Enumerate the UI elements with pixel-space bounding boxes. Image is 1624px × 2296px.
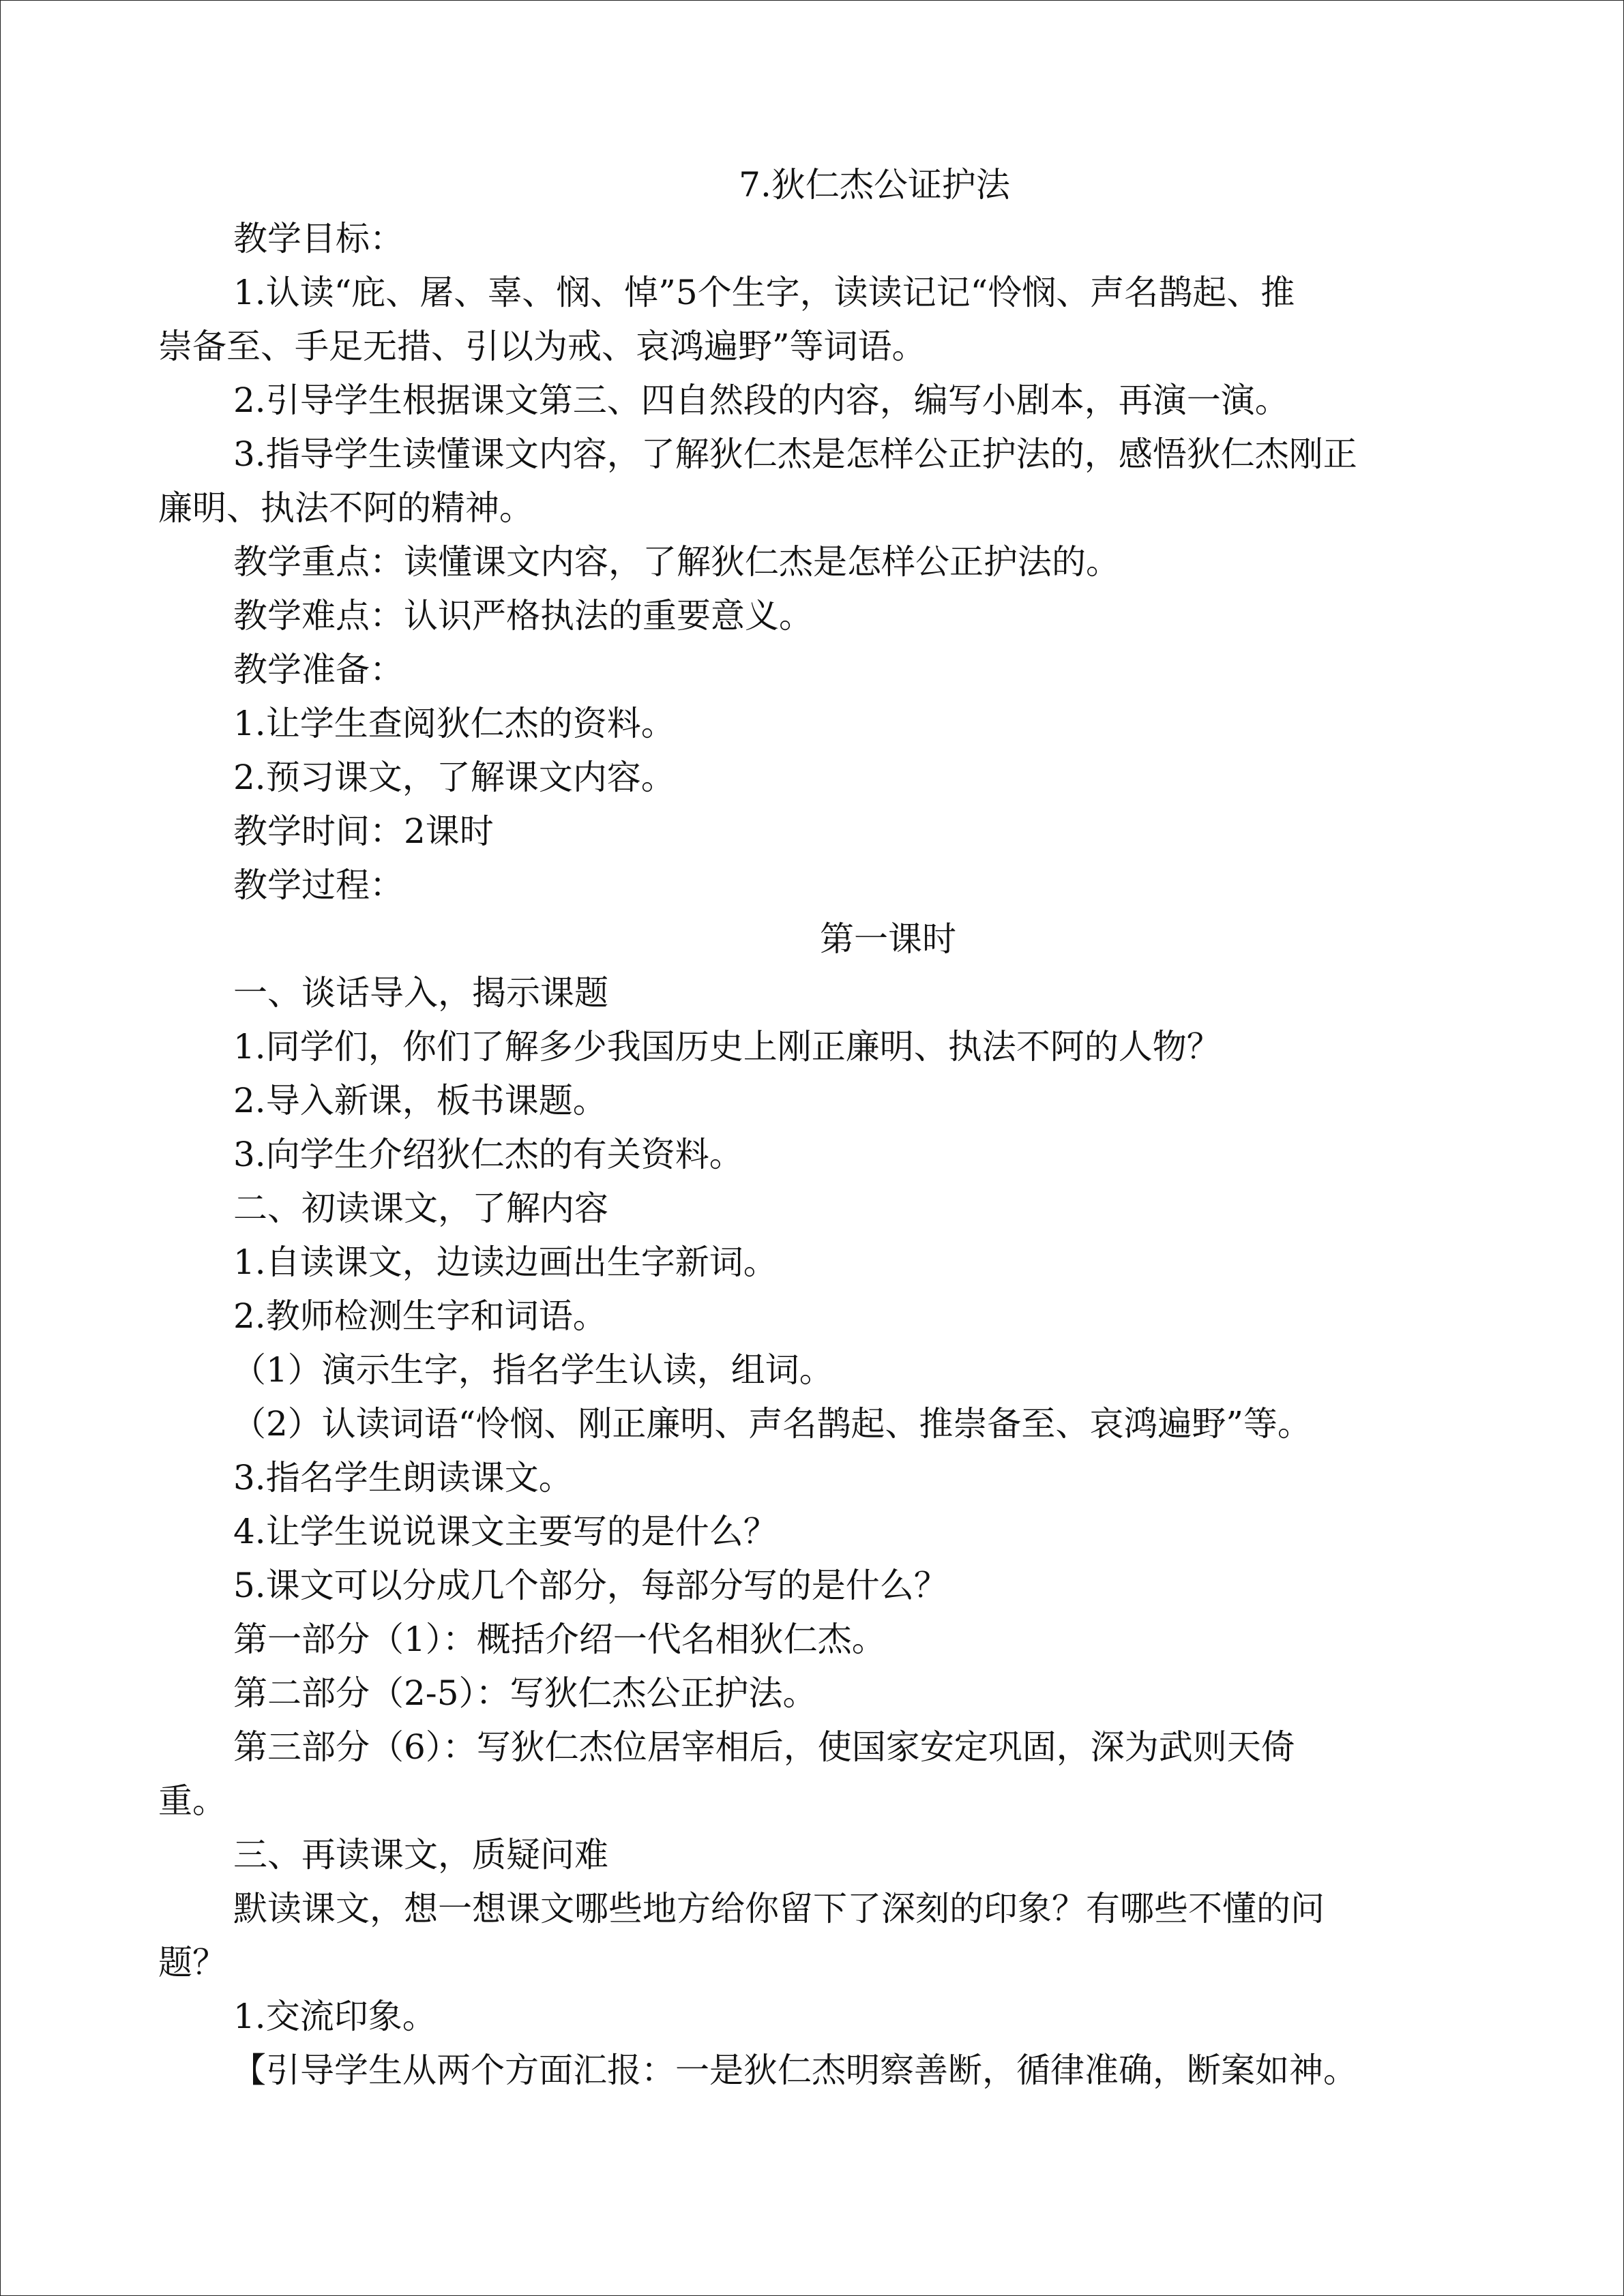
goal-1-line-2: 崇备至、手足无措、引以为戒、哀鸿遍野”等词语。 <box>158 327 926 366</box>
prep-item-1: 1.让学生查阅狄仁杰的资料。 <box>233 704 675 743</box>
document-title: 7.狄仁杰公证护法 <box>739 165 1010 205</box>
section-3-heading: 三、再读课文，质疑问难 <box>233 1835 608 1875</box>
section-1-item-3: 3.向学生介绍狄仁杰的有关资料。 <box>233 1135 743 1174</box>
section-2-item-4: 4.让学生说说课文主要写的是什么？ <box>233 1512 778 1551</box>
section-2-item-5: 5.课文可以分成几个部分，每部分写的是什么？ <box>233 1566 948 1605</box>
section-3-item-1: 1.交流印象。 <box>233 1997 437 2036</box>
part-3-line-2: 重。 <box>158 1781 226 1821</box>
document-body <box>158 158 1495 2098</box>
teaching-time: 教学时间：2课时 <box>233 811 494 851</box>
section-2-item-1: 1.自读课文，边读边画出生字新词。 <box>233 1242 778 1282</box>
prep-item-2: 2.预习课文，了解课文内容。 <box>233 758 675 797</box>
goal-3-line-2: 廉明、执法不阿的精神。 <box>158 488 533 528</box>
section-1-item-2: 2.导入新课，板书课题。 <box>233 1081 607 1120</box>
section-2-heading: 二、初读课文，了解内容 <box>233 1189 608 1228</box>
goal-3-line-1: 3.指导学生读懂课文内容，了解狄仁杰是怎样公正护法的，感悟狄仁杰刚正 <box>233 434 1357 474</box>
section-2-sub-2: （2）认读词语“怜悯、刚正廉明、声名鹊起、推崇备至、哀鸿遍野”等。 <box>232 1404 1312 1444</box>
process-heading: 教学过程： <box>233 865 404 905</box>
part-2: 第二部分（2-5）：写狄仁杰公正护法。 <box>233 1673 817 1713</box>
part-1: 第一部分（1）：概括介绍一代名相狄仁杰。 <box>233 1620 886 1659</box>
section-3-para-line-1: 默读课文，想一想课文哪些地方给你留下了深刻的印象？有哪些不懂的问 <box>233 1889 1325 1928</box>
goal-1-line-1: 1.认读“庇、屠、辜、悯、悼”5个生字，读读记记“怜悯、声名鹊起、推 <box>233 273 1295 312</box>
section-3-para-line-2: 题？ <box>158 1943 226 1982</box>
section-1-heading: 一、谈话导入，揭示课题 <box>233 973 608 1013</box>
prep-heading: 教学准备： <box>233 650 404 689</box>
key-point: 教学重点：读懂课文内容，了解狄仁杰是怎样公正护法的。 <box>233 542 1120 582</box>
section-1-item-1: 1.同学们，你们了解多少我国历史上刚正廉明、执法不阿的人物？ <box>233 1027 1221 1067</box>
goal-heading: 教学目标： <box>233 219 404 258</box>
section-2-sub-1: （1）演示生字，指名学生认读，组词。 <box>232 1350 833 1390</box>
section-2-item-3: 3.指名学生朗读课文。 <box>233 1458 573 1497</box>
section-2-item-2: 2.教师检测生字和词语。 <box>233 1296 607 1336</box>
section-3-guide: 【引导学生从两个方面汇报：一是狄仁杰明察善断，循律准确，断案如神。 <box>232 2051 1357 2090</box>
lesson-heading: 第一课时 <box>820 919 956 959</box>
part-3-line-1: 第三部分（6）：写狄仁杰位居宰相后，使国家安定巩固，深为武则天倚 <box>233 1727 1295 1767</box>
goal-2: 2.引导学生根据课文第三、四自然段的内容，编写小剧本，再演一演。 <box>233 381 1289 420</box>
difficulty: 教学难点：认识严格执法的重要意义。 <box>233 596 813 636</box>
